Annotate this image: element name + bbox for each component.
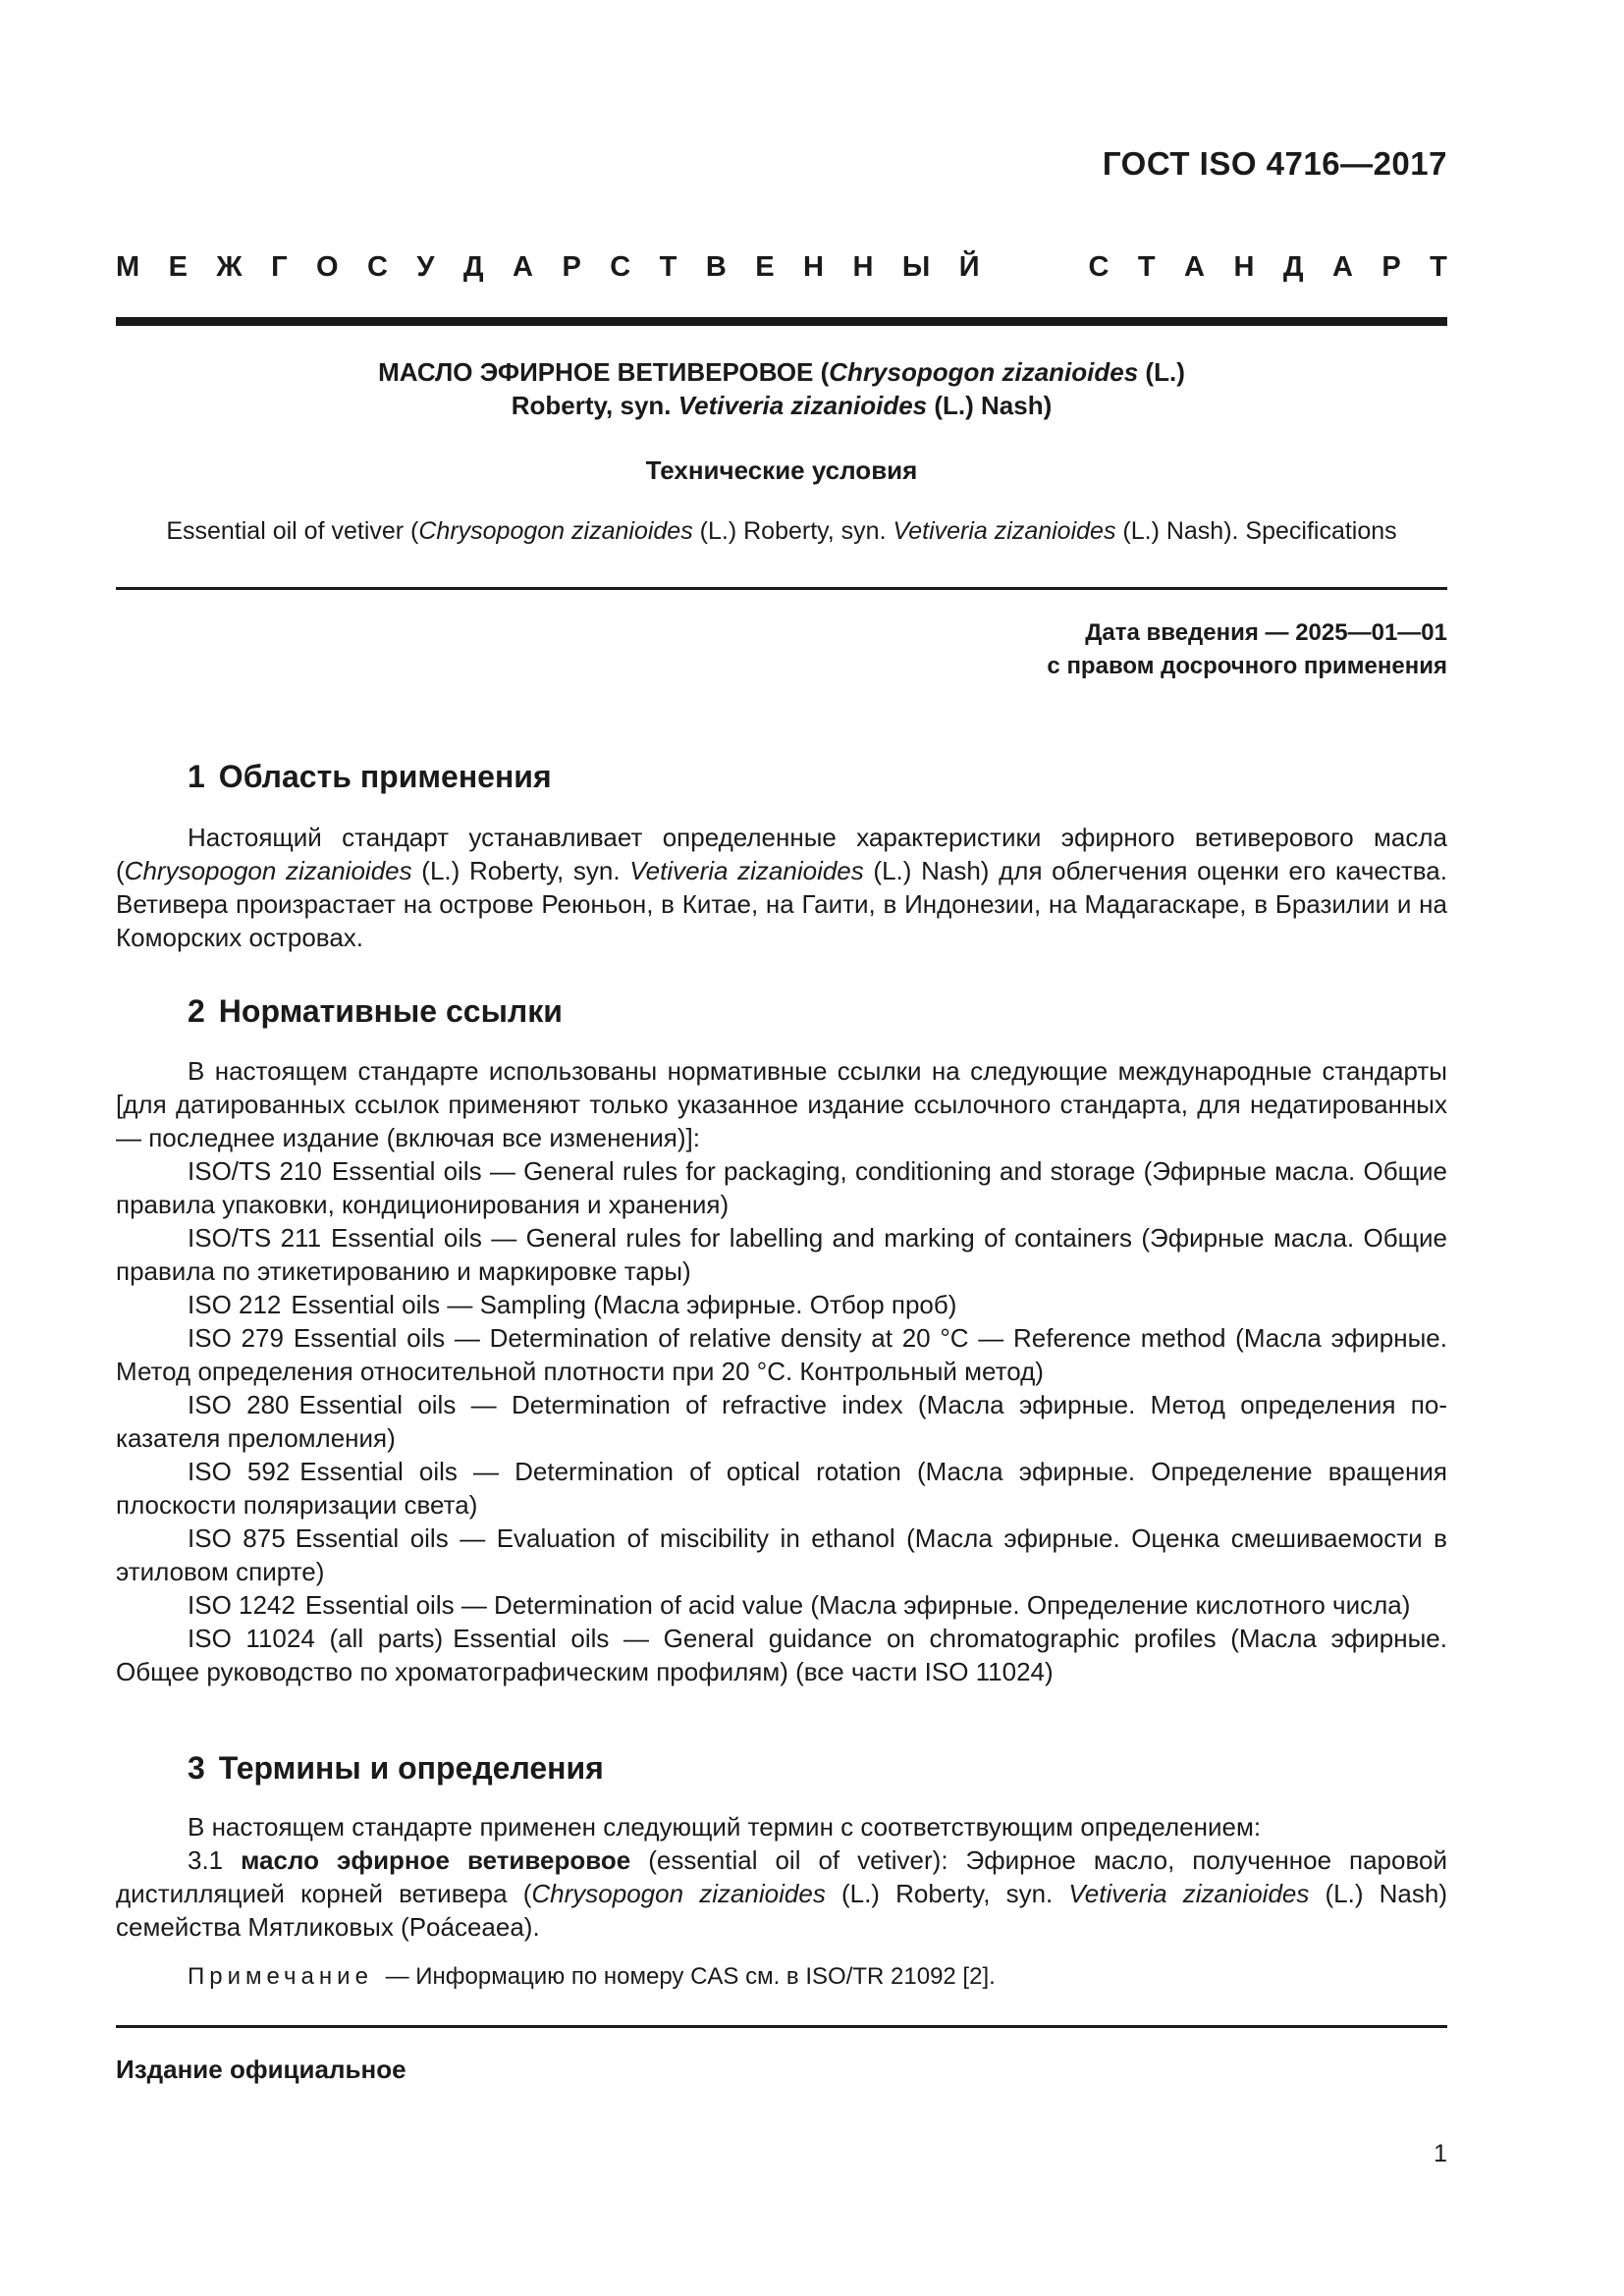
introduction-date (1047, 616, 1447, 683)
banner-letter: М (116, 251, 140, 283)
page-number: 1 (1434, 2140, 1447, 2167)
section-3-intro: В настоящем стандарте применен следующий термин с соответствующим определением: (188, 1812, 1262, 1842)
banner-word-gap (1008, 251, 1059, 284)
banner-letter: Й (958, 251, 980, 283)
section-1-body (116, 821, 1447, 954)
normative-reference: ISO 592 Essential oils — Determination of optical rotation (Масла эфирные. Определение вращения плоскости поляризации света) (116, 1457, 1447, 1520)
banner-letter: С (610, 251, 631, 283)
banner-letter: С (367, 251, 388, 283)
title-line-2: Roberty, syn. Vetiveria zizanioides (L.) Nash) (511, 391, 1053, 420)
title-bottom-rule (116, 587, 1447, 590)
banner-letter: А (1184, 251, 1205, 283)
banner-letter: Д (1282, 251, 1304, 283)
standard-title (116, 355, 1447, 422)
banner-letter: А (1331, 251, 1353, 283)
note: Примечание — Информацию по номеру CAS см. в ISO/TR 21092 [2]. (188, 1963, 996, 1990)
banner-letter: Н (803, 251, 824, 283)
normative-reference: ISO 279 Essential oils — Determination of relative density at 20 °C — Reference method (Масла эфирные. Метод определения относительной плотности при 20 °C. Контрольный метод) (116, 1323, 1447, 1386)
banner-letter: Р (1381, 251, 1401, 283)
standard-subtitle: Технические условия (645, 455, 918, 485)
normative-reference: ISO/TS 210 Essential oils — General rules for packaging, conditioning and storage (Эфирные масла. Общие правила упаковки, кондиционирования и хранения) (116, 1156, 1447, 1219)
section-1-heading: 1 Область применения (188, 759, 552, 794)
header-thick-rule (116, 317, 1447, 326)
banner-letter: Н (852, 251, 874, 283)
banner-letter: У (416, 251, 435, 283)
normative-reference: ISO 280 Essential oils — Determination of refractive index (Масла эфирные. Метод определения показателя преломления) (116, 1390, 1447, 1453)
banner-letter: Т (659, 251, 677, 283)
banner-letter: Г (271, 251, 288, 283)
banner-letter: Т (1137, 251, 1156, 283)
banner-letter: Ы (901, 251, 931, 283)
normative-reference: ISO 11024 (all parts) Essential oils — General guidance on chromatographic profiles (Масла эфирные. Общее руководство по хроматографическим профилям) (все части ISO 11024) (116, 1624, 1447, 1686)
footer-rule (116, 2025, 1447, 2028)
section-2-intro: В настоящем стандарте использованы нормативные ссылки на следующие международные стандарты [для датированных ссылок применяют только указанное издание ссылочного стандарта, для недатированных — последнее издание (включая все изменения)]: (116, 1056, 1447, 1152)
banner-letter: А (513, 251, 533, 283)
introduction-date-line: Дата введения — 2025—01—01 (1085, 619, 1447, 646)
banner-letter: Р (562, 251, 581, 283)
section-3-body (116, 1810, 1447, 1944)
banner-letter: С (1088, 251, 1110, 283)
banner-letter: О (316, 251, 339, 283)
normative-reference: ISO 1242 Essential oils — Determination of acid value (Масла эфирные. Определение кислотного числа) (188, 1590, 1411, 1620)
banner-letter: Ж (216, 251, 243, 283)
section-2-body (116, 1054, 1447, 1688)
title-line-1: МАСЛО ЭФИРНОЕ ВЕТИВЕРОВОЕ (Chrysopogon zizanioides (L.) (378, 357, 1185, 387)
interstate-standard-banner (116, 251, 1447, 284)
banner-letter: Е (168, 251, 188, 283)
section-3-heading: 3 Термины и определения (188, 1750, 604, 1786)
banner-letter: Т (1430, 251, 1447, 283)
official-edition-label: Издание официальное (116, 2055, 406, 2084)
early-application-line: с правом досрочного применения (1047, 653, 1447, 679)
section-2-heading: 2 Нормативные ссылки (188, 993, 563, 1029)
section-1-paragraph: Настоящий стандарт устанавливает определенные характеристики эфирного ветиверового масла (Chrysopogon zizanioides (L.) Roberty, syn. Vetiveria zizanioides (L.) Nash) для облегчения оценки его качества. Ветивера произрастает на острове Реюньон, в Китае, на Гаити, в Индонезии, на Мадагаскаре, в Бразилии и на Коморских островах. (116, 823, 1447, 952)
banner-letter: Е (755, 251, 775, 283)
banner-letter: Д (462, 251, 484, 283)
banner-letter: Н (1233, 251, 1255, 283)
english-title: Essential oil of vetiver (Chrysopogon zizanioides (L.) Roberty, syn. Vetiveria zizanioides (L.) Nash). Specifications (166, 517, 1397, 545)
normative-reference: ISO/TS 211 Essential oils — General rules for labelling and marking of containers (Эфирные масла. Общие правила по этикетированию и маркировке тары) (116, 1223, 1447, 1286)
banner-letter: В (705, 251, 727, 283)
document-number: ГОСТ ISO 4716—2017 (1102, 145, 1447, 182)
term-definition: 3.1 масло эфирное ветиверовое (essential oil of vetiver): Эфирное масло, полученное паровой дистилляцией корней ветивера (Chrysopogon zizanioides (L.) Roberty, syn. Vetiveria zizanioides (L.) Nash) семейства Мятликовых (Poáceaea). (116, 1845, 1448, 1942)
normative-reference: ISO 875 Essential oils — Evaluation of miscibility in ethanol (Масла эфирные. Оценка смешиваемости в этиловом спирте) (116, 1523, 1447, 1586)
normative-reference: ISO 212 Essential oils — Sampling (Масла эфирные. Отбор проб) (188, 1290, 957, 1319)
